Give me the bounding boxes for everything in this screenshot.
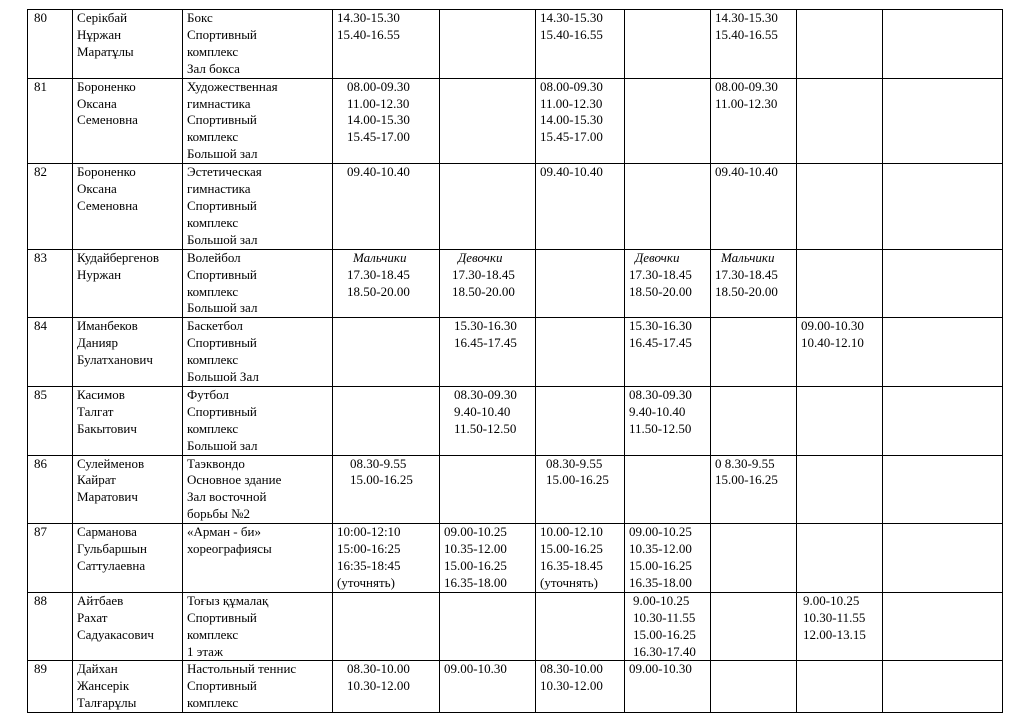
group-label: Девочки <box>635 249 680 265</box>
activity-line: Художественная <box>187 78 278 94</box>
time-slot: 16.45-17.45 <box>629 335 692 351</box>
time-slot: 10.30-12.00 <box>540 678 603 694</box>
table-row <box>28 249 1003 318</box>
activity-line: комплекс <box>187 420 239 436</box>
day-time-cell <box>797 524 883 593</box>
row-number: 85 <box>34 386 47 402</box>
activity-line: Баскетбол <box>187 318 243 334</box>
coach-name-cell <box>73 455 183 524</box>
row-number-cell <box>28 318 73 387</box>
coach-name-line: Айтбаев <box>77 592 124 608</box>
activity-line: комплекс <box>187 214 239 230</box>
table-row <box>28 455 1003 524</box>
time-slot: 14.30-15.30 <box>337 10 400 25</box>
time-slot: 14.30-15.30 <box>715 10 778 25</box>
day-time-cell <box>536 318 625 387</box>
coach-name-line: Нұржан <box>77 26 122 42</box>
table-row <box>28 661 1003 713</box>
time-slot: 10.35-12.00 <box>444 541 507 557</box>
schedule-table <box>27 9 1003 713</box>
time-slot: 08.30-10.00 <box>540 661 603 677</box>
row-number-cell <box>28 592 73 661</box>
table-row <box>28 78 1003 164</box>
day-time-cell <box>711 78 797 164</box>
activity-line: 1 этаж <box>187 643 223 659</box>
coach-name-cell <box>73 386 183 455</box>
day-time-cell <box>797 661 883 713</box>
time-slot: 10:00-12:10 <box>337 524 401 540</box>
time-slot: 9.00-10.25 <box>803 592 860 608</box>
activity-line: Спортивный <box>187 197 257 213</box>
activity-location-cell <box>183 249 333 318</box>
activity-line: Зал бокса <box>187 60 240 76</box>
row-number-cell <box>28 10 73 79</box>
day-time-cell <box>797 78 883 164</box>
coach-name-line: Бороненко <box>77 164 136 180</box>
day-time-cell <box>440 386 536 455</box>
day-time-cell <box>440 661 536 713</box>
activity-line: Тоғыз құмалақ <box>187 592 269 608</box>
time-slot: 15.00-16.25 <box>540 541 603 557</box>
activity-location-cell <box>183 386 333 455</box>
day-time-cell <box>333 249 440 318</box>
coach-name-line: Сарманова <box>77 524 137 540</box>
time-slot: 16.35-18.45 <box>540 558 603 573</box>
day-time-cell <box>711 10 797 79</box>
time-slot: 17.30-18.45 <box>347 266 410 282</box>
activity-line: хореографиясы <box>187 541 272 557</box>
day-time-cell <box>625 318 711 387</box>
time-slot: 16:35-18:45 <box>337 558 401 573</box>
coach-name-cell <box>73 249 183 318</box>
day-time-cell <box>883 318 1003 387</box>
day-time-cell <box>797 386 883 455</box>
day-time-cell <box>797 10 883 79</box>
time-slot: 09.00-10.25 <box>629 524 692 540</box>
activity-location-cell <box>183 524 333 593</box>
time-slot: 14.00-15.30 <box>347 112 410 128</box>
activity-line: комплекс <box>187 626 239 642</box>
day-time-cell <box>797 318 883 387</box>
time-slot: 15.00-16.25 <box>633 626 696 642</box>
table-row <box>28 10 1003 79</box>
time-slot: 15.00-16.25 <box>444 558 507 573</box>
time-slot: 08.00-09.30 <box>715 78 778 94</box>
day-time-cell <box>711 524 797 593</box>
time-slot: 09.40-10.40 <box>540 164 603 180</box>
coach-name-line: Семеновна <box>77 197 138 213</box>
table-row <box>28 592 1003 661</box>
activity-line: комплекс <box>187 129 239 145</box>
coach-name-line: Сулейменов <box>77 455 145 471</box>
activity-location-cell <box>183 10 333 79</box>
activity-line: гимнастика <box>187 181 251 197</box>
coach-name-line: Бакытович <box>77 420 137 436</box>
activity-line: Зал восточной <box>187 489 267 505</box>
time-slot: 11.50-12.50 <box>454 420 517 436</box>
day-time-cell <box>440 249 536 318</box>
day-time-cell <box>625 78 711 164</box>
time-slot: 17.30-18.45 <box>715 266 778 282</box>
coach-name-line: Гульбаршын <box>77 541 147 557</box>
row-number: 84 <box>34 318 47 334</box>
day-time-cell <box>440 78 536 164</box>
activity-location-cell <box>183 318 333 387</box>
time-slot: 09.00-10.25 <box>444 524 507 540</box>
day-time-cell <box>711 318 797 387</box>
activity-line: комплекс <box>187 283 239 299</box>
day-time-cell <box>883 10 1003 79</box>
activity-location-cell <box>183 78 333 164</box>
day-time-cell <box>536 386 625 455</box>
day-time-cell <box>797 249 883 318</box>
time-slot: 17.30-18.45 <box>629 266 692 282</box>
time-slot: 10.35-12.00 <box>629 541 692 557</box>
time-slot: 15.45-17.00 <box>540 129 603 145</box>
activity-line: Спортивный <box>187 112 257 128</box>
time-slot: 16.35-18.00 <box>444 574 507 590</box>
time-slot: 16.45-17.45 <box>454 335 517 351</box>
row-number: 82 <box>34 164 47 180</box>
time-slot: 10.40-12.10 <box>801 335 864 351</box>
time-slot: 10.30-11.55 <box>803 609 866 625</box>
time-slot: 18.50-20.00 <box>629 283 692 299</box>
time-slot: 18.50-20.00 <box>452 283 515 299</box>
row-number: 87 <box>34 524 47 540</box>
day-time-cell <box>536 78 625 164</box>
time-slot: 12.00-13.15 <box>803 626 866 642</box>
row-number: 83 <box>34 249 47 265</box>
coach-name-cell <box>73 10 183 79</box>
activity-line: Большой зал <box>187 146 258 162</box>
activity-line: Спортивный <box>187 609 257 625</box>
day-time-cell <box>625 524 711 593</box>
coach-name-line: Оксана <box>77 95 117 111</box>
time-slot: 09.00-10.30 <box>801 318 864 334</box>
time-slot: 08.00-09.30 <box>540 78 603 94</box>
activity-line: комплекс <box>187 43 239 59</box>
day-time-cell <box>883 78 1003 164</box>
table-row <box>28 318 1003 387</box>
day-time-cell <box>883 249 1003 318</box>
day-time-cell <box>333 592 440 661</box>
time-slot: 15.00-16.25 <box>546 472 609 488</box>
activity-line: Большой зал <box>187 231 258 247</box>
day-time-cell <box>711 455 797 524</box>
day-time-cell <box>883 661 1003 713</box>
time-slot: 11.00-12.30 <box>540 95 603 111</box>
row-number-cell <box>28 386 73 455</box>
coach-name-line: Нуржан <box>77 266 122 282</box>
time-slot: 18.50-20.00 <box>347 283 410 299</box>
time-slot: 11.00-12.30 <box>347 95 410 111</box>
coach-name-line: Семеновна <box>77 112 138 128</box>
time-slot: 16.35-18.00 <box>629 574 692 590</box>
day-time-cell <box>711 249 797 318</box>
coach-name-line: Саттулаевна <box>77 558 146 573</box>
coach-name-cell <box>73 524 183 593</box>
day-time-cell <box>883 524 1003 593</box>
activity-location-cell <box>183 592 333 661</box>
coach-name-line: Садуакасович <box>77 626 154 642</box>
activity-line: Большой зал <box>187 437 258 453</box>
day-time-cell <box>333 10 440 79</box>
coach-name-line: Кайрат <box>77 472 116 488</box>
activity-line: комплекс <box>187 695 239 711</box>
activity-line: Таэквондо <box>187 455 245 471</box>
activity-line: гимнастика <box>187 95 251 111</box>
row-number: 80 <box>34 10 47 25</box>
time-slot: 08.30-9.55 <box>546 455 603 471</box>
row-number: 88 <box>34 592 47 608</box>
day-time-cell <box>625 10 711 79</box>
coach-name-cell <box>73 164 183 250</box>
time-slot: 10.00-12.10 <box>540 524 603 540</box>
time-slot: 18.50-20.00 <box>715 283 778 299</box>
time-slot: 09.40-10.40 <box>347 164 410 180</box>
row-number-cell <box>28 524 73 593</box>
time-slot: 08.30-10.00 <box>347 661 410 677</box>
day-time-cell <box>883 386 1003 455</box>
activity-line: комплекс <box>187 352 239 368</box>
time-slot: 15.40-16.55 <box>540 26 603 42</box>
time-slot: 08.30-09.30 <box>454 386 517 402</box>
time-slot: 15:00-16:25 <box>337 541 401 557</box>
day-time-cell <box>536 164 625 250</box>
day-time-cell <box>536 455 625 524</box>
day-time-cell <box>333 661 440 713</box>
time-slot: 15.30-16.30 <box>454 318 517 334</box>
schedule-body <box>28 10 1003 713</box>
day-time-cell <box>536 10 625 79</box>
day-time-cell <box>625 592 711 661</box>
time-slot: 10.30-11.55 <box>633 609 696 625</box>
coach-name-line: Талгат <box>77 403 114 419</box>
day-time-cell <box>333 78 440 164</box>
coach-name-line: Оксана <box>77 181 117 197</box>
activity-location-cell <box>183 455 333 524</box>
day-time-cell <box>883 164 1003 250</box>
group-label: Мальчики <box>353 249 407 265</box>
activity-line: Спортивный <box>187 266 257 282</box>
activity-location-cell <box>183 164 333 250</box>
time-slot: 08.00-09.30 <box>347 78 410 94</box>
coach-name-cell <box>73 78 183 164</box>
coach-name-line: Талғарұлы <box>77 695 137 711</box>
coach-name-line: Дайхан <box>77 661 118 677</box>
time-slot: 9.00-10.25 <box>633 592 690 608</box>
row-number: 89 <box>34 661 47 677</box>
day-time-cell <box>711 592 797 661</box>
day-time-cell <box>440 524 536 593</box>
group-label: Девочки <box>458 249 503 265</box>
time-slot: 11.00-12.30 <box>715 95 778 111</box>
coach-name-line: Данияр <box>77 335 119 351</box>
coach-name-line: Рахат <box>77 609 108 625</box>
time-slot: 15.00-16.25 <box>629 558 692 573</box>
time-slot: 15.30-16.30 <box>629 318 692 334</box>
activity-line: Футбол <box>187 386 229 402</box>
time-slot: 09.40-10.40 <box>715 164 778 180</box>
day-time-cell <box>333 455 440 524</box>
table-row <box>28 164 1003 250</box>
day-time-cell <box>333 164 440 250</box>
time-slot: 14.30-15.30 <box>540 10 603 25</box>
time-slot: 15.40-16.55 <box>715 26 778 42</box>
activity-line: Спортивный <box>187 335 257 351</box>
time-slot: 09.00-10.30 <box>629 661 692 677</box>
day-time-cell <box>440 592 536 661</box>
coach-name-cell <box>73 661 183 713</box>
activity-line: борьбы №2 <box>187 506 251 522</box>
time-slot: (уточнять) <box>337 574 395 590</box>
activity-location-cell <box>183 661 333 713</box>
activity-line: Волейбол <box>187 249 241 265</box>
coach-name-line: Серікбай <box>77 10 128 25</box>
row-number-cell <box>28 455 73 524</box>
activity-line: Спортивный <box>187 403 257 419</box>
day-time-cell <box>711 386 797 455</box>
time-slot: 14.00-15.30 <box>540 112 603 128</box>
day-time-cell <box>440 10 536 79</box>
day-time-cell <box>536 661 625 713</box>
row-number: 81 <box>34 78 47 94</box>
activity-line: Основное здание <box>187 472 282 488</box>
day-time-cell <box>440 164 536 250</box>
day-time-cell <box>625 661 711 713</box>
time-slot: 15.40-16.55 <box>337 26 400 42</box>
time-slot: 09.00-10.30 <box>444 661 507 677</box>
table-row <box>28 386 1003 455</box>
coach-name-line: Иманбеков <box>77 318 138 334</box>
day-time-cell <box>625 249 711 318</box>
group-label: Мальчики <box>721 249 775 265</box>
time-slot: 08.30-09.30 <box>629 386 692 402</box>
time-slot: 0 8.30-9.55 <box>715 455 775 471</box>
day-time-cell <box>797 592 883 661</box>
day-time-cell <box>711 661 797 713</box>
day-time-cell <box>536 249 625 318</box>
coach-name-line: Булатханович <box>77 352 153 368</box>
time-slot: (уточнять) <box>540 574 598 590</box>
time-slot: 15.00-16.25 <box>350 472 413 488</box>
activity-line: Большой Зал <box>187 369 259 385</box>
time-slot: 17.30-18.45 <box>452 266 515 282</box>
activity-line: Спортивный <box>187 26 257 42</box>
time-slot: 16.30-17.40 <box>633 643 696 659</box>
time-slot: 9.40-10.40 <box>629 403 686 419</box>
time-slot: 10.30-12.00 <box>347 678 410 694</box>
row-number: 86 <box>34 455 47 471</box>
table-row <box>28 524 1003 593</box>
activity-line: Большой зал <box>187 300 258 316</box>
day-time-cell <box>797 455 883 524</box>
row-number-cell <box>28 249 73 318</box>
coach-name-line: Жансерік <box>77 678 130 694</box>
day-time-cell <box>797 164 883 250</box>
day-time-cell <box>333 524 440 593</box>
coach-name-line: Бороненко <box>77 78 136 94</box>
coach-name-cell <box>73 592 183 661</box>
coach-name-cell <box>73 318 183 387</box>
day-time-cell <box>625 455 711 524</box>
coach-name-line: Кудайбергенов <box>77 249 159 265</box>
day-time-cell <box>536 524 625 593</box>
time-slot: 11.50-12.50 <box>629 420 692 436</box>
day-time-cell <box>333 386 440 455</box>
time-slot: 15.45-17.00 <box>347 129 410 145</box>
day-time-cell <box>711 164 797 250</box>
day-time-cell <box>440 318 536 387</box>
coach-name-line: Маратұлы <box>77 43 134 59</box>
activity-line: Эстетическая <box>187 164 262 180</box>
activity-line: Настольный теннис <box>187 661 297 677</box>
day-time-cell <box>625 164 711 250</box>
day-time-cell <box>883 455 1003 524</box>
day-time-cell <box>440 455 536 524</box>
day-time-cell <box>333 318 440 387</box>
coach-name-line: Касимов <box>77 386 125 402</box>
row-number-cell <box>28 164 73 250</box>
day-time-cell <box>625 386 711 455</box>
row-number-cell <box>28 78 73 164</box>
day-time-cell <box>883 592 1003 661</box>
time-slot: 15.00-16.25 <box>715 472 778 488</box>
time-slot: 9.40-10.40 <box>454 403 511 419</box>
time-slot: 08.30-9.55 <box>350 455 407 471</box>
coach-name-line: Маратович <box>77 489 138 505</box>
row-number-cell <box>28 661 73 713</box>
activity-line: Спортивный <box>187 678 257 694</box>
activity-line: «Арман - би» <box>187 524 261 540</box>
day-time-cell <box>536 592 625 661</box>
activity-line: Бокс <box>187 10 213 25</box>
